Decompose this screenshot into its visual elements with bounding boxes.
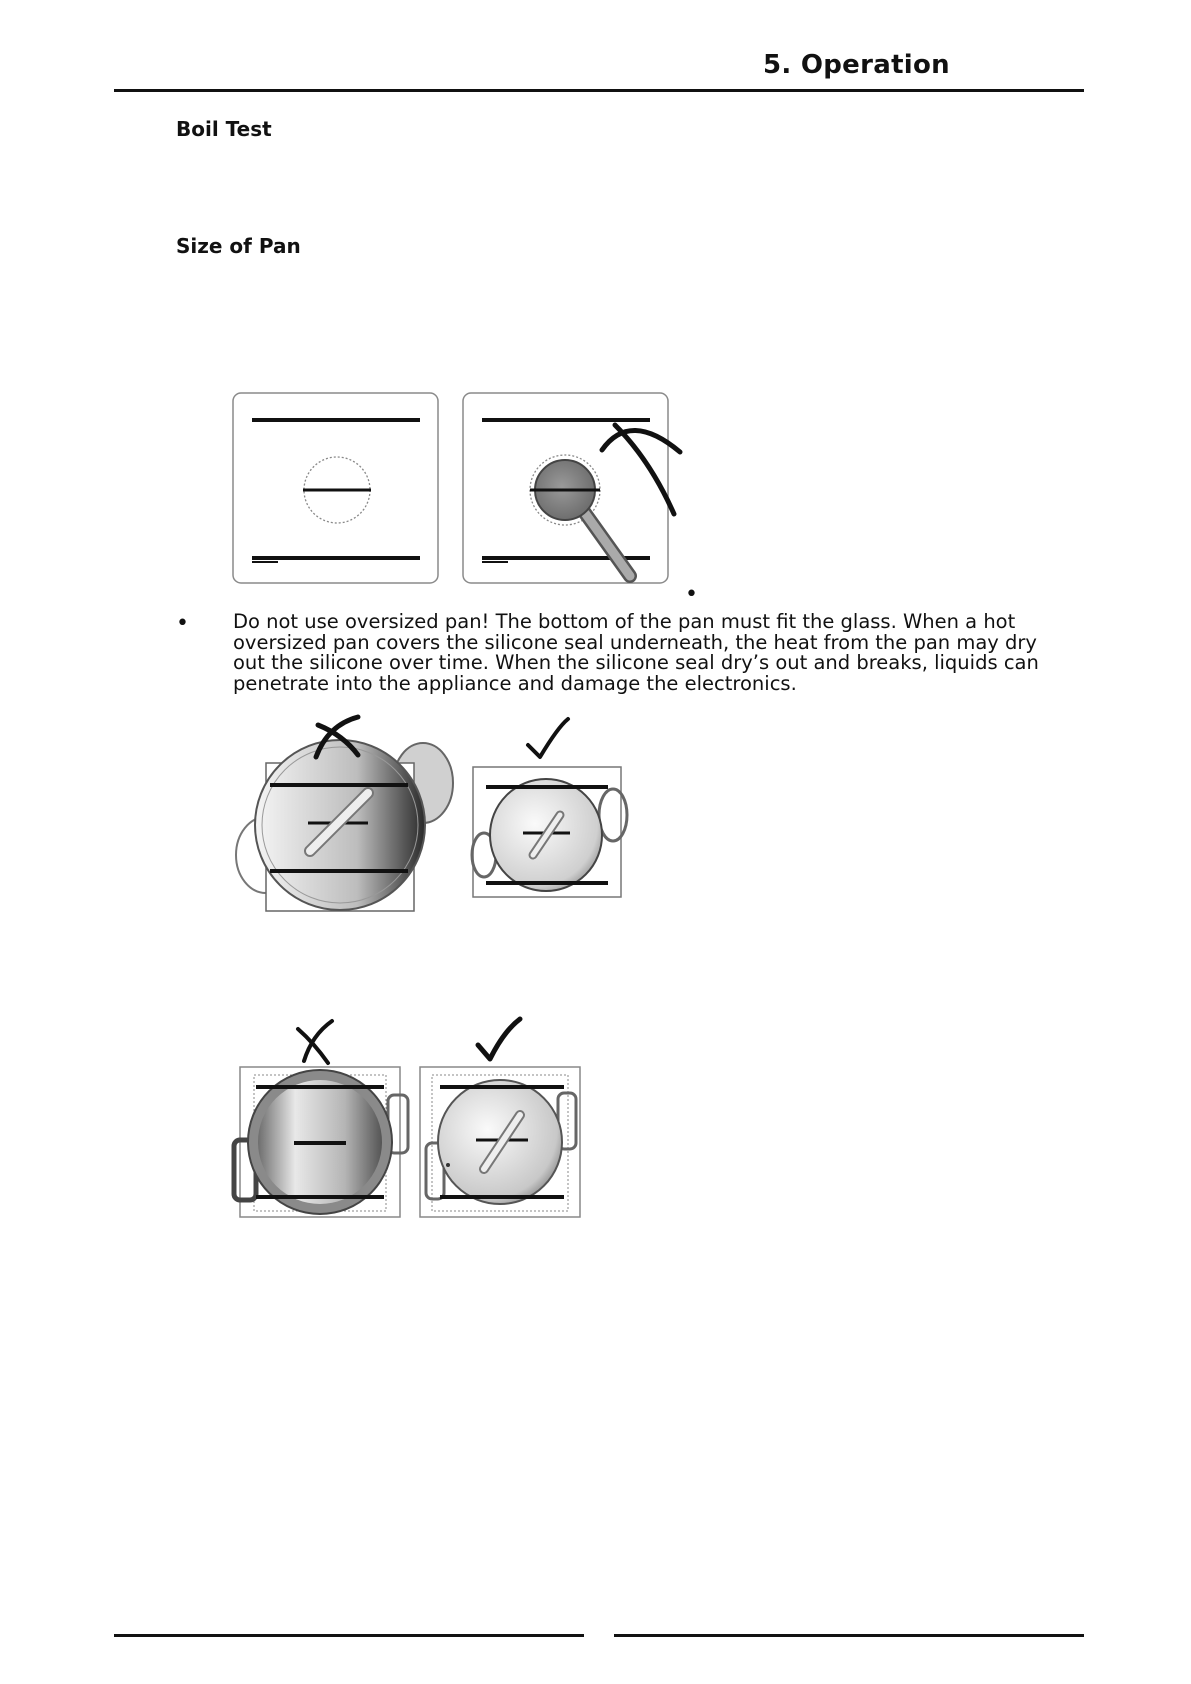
fitting-pan-right [472, 719, 627, 897]
figure-hob-comparison-1 [230, 390, 680, 590]
hob-empty-panel [233, 393, 438, 583]
fitting-pan-right [420, 1019, 580, 1217]
hob-with-pan-panel [463, 393, 680, 583]
header-rule [114, 89, 1084, 92]
footer-rule-left [114, 1634, 584, 1637]
oversized-pan-left [234, 1021, 408, 1217]
page-section-title: 5. Operation [762, 50, 950, 80]
figure-pan-size-comparison-3 [228, 1015, 598, 1225]
check-mark-icon [478, 1019, 520, 1059]
heading-boil-test: Boil Test [176, 117, 272, 141]
check-mark-icon [528, 719, 568, 757]
heading-size-of-pan: Size of Pan [176, 234, 301, 258]
footer-rule-right [614, 1634, 1084, 1637]
warning-text: Do not use oversized pan! The bottom of the pan must fit the glass. When a hot oversized pan covers the silicone seal underneath, the heat from the pan may dry out the silicone over time. When the silicone seal dry’s out and breaks, liquids can penetrate into the appliance and damage the electronics. [233, 610, 1039, 695]
stray-bullet: • [685, 582, 698, 607]
oversized-pan-left [236, 717, 453, 911]
figure-pan-size-comparison-2 [228, 715, 628, 920]
cross-mark-icon [298, 1029, 328, 1063]
warning-bullet: • [176, 611, 189, 636]
